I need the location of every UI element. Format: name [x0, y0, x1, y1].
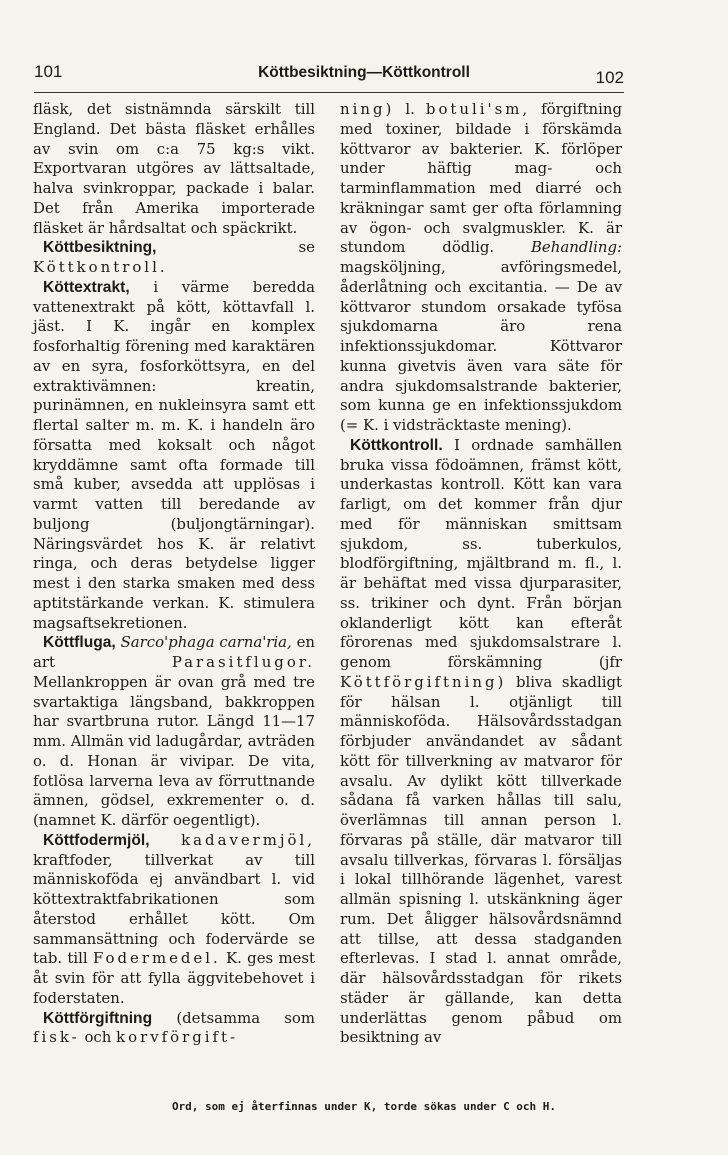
running-title: Köttbesiktning—Köttkontroll — [258, 64, 470, 81]
headword: Köttfluga, — [43, 634, 116, 652]
entry-kottforgiftning-continuation — [340, 100, 622, 436]
entry-text: (detsamma som — [176, 1008, 315, 1027]
headword: Köttextrakt, — [43, 278, 130, 296]
cross-reference: fisk- — [33, 1028, 80, 1047]
cross-reference: Parasitflugor. — [171, 653, 315, 671]
headword: Köttkontroll. — [350, 436, 443, 454]
cross-reference: botuli'sm, — [425, 100, 531, 118]
cross-reference: Köttförgiftning) — [340, 672, 507, 691]
entry-text: och — [84, 1028, 112, 1047]
abbreviation: l. — [405, 100, 415, 118]
header-rule — [34, 92, 624, 93]
entry-body-tail: K. ges mest åt svin för att fylla äggvitebehovet i foderstaten. — [33, 949, 316, 1007]
cross-reference: kadavermjöl, — [181, 830, 315, 849]
headword: Köttfodermjöl, — [43, 831, 150, 849]
see-word: se — [298, 238, 315, 257]
entry-body: bliva skadligt för hälsan l. otjänligt till människoföda. Hälsovårdsstadgan förbjuder användandet av sådant kött för tillverkning av matvaror för avsalu. Av dylikt kött tillverkade sådana få varken hållas till salu, överlämnas till annan person l. förvaras på ställe, där matvaror till avsalu tillverkas, förvaras l. försäljas i lokal tillhörande lägenhet, varest allmän spisning l. utskänkning äger rum. Det åligger hälsovårdsnämnd att tillse, att dessa stadganden efterlevas. I stad l. annat område, där hälsovårdsstadgan för rikets städer är gällande, kan detta underlättas genom påbud om besiktning av — [340, 672, 622, 1047]
page-number-right: 102 — [595, 68, 624, 87]
entry-body: förgiftning med toxiner, bildade i förskämda köttvaror av bakterier. K. förlöper under häftig mag- och tarminflammation med diarré och kräkningar samt ger ofta förlamning av ögon- och svalgmuskler. K. är stundom dödlig. — [340, 100, 623, 257]
latin-name: Sarco'phaga carna'ria, — [120, 633, 292, 652]
cross-reference: Fodermedel. — [93, 949, 221, 968]
cross-reference: korvförgift- — [116, 1028, 239, 1047]
left-column — [33, 100, 315, 1048]
entry-body: kraftfoder, tillverkat av till människoföda ej användbart l. vid köttextraktfabrikationen som återstod erhållet kött. Om sammansättning och fodervärde se tab. till — [33, 850, 315, 968]
cross-reference-tail: ning) — [340, 100, 395, 118]
entry-fläsk-continuation: fläsk, det sistnämnda särskilt till England. Det bästa fläsket erhålles av svin om c:a 75 kg:s vikt. Exportvaran utgöres av lättsaltade, halva svinkroppar, packade i balar. Det från Amerika importerade fläsket är hårdsaltat och späckrikt. — [33, 100, 315, 237]
entry-body: Mellankroppen är ovan grå med tre svartaktiga längsband, bakkroppen har svartbruna rutor. Längd 11—17 mm. Allmän vid ladugårdar, avträden o. d. Honan är vivipar. De vita, fotlösa larverna leva av förruttnande ämnen, gödsel, exkrementer o. d. (namnet K. därför oegentligt). — [33, 672, 315, 829]
subheading-behandling: Behandling: — [530, 238, 622, 257]
entry-body: magsköljning, avföringsmedel, åderlåtning och excitantia. — De av köttvaror stundom orsakade tyfösa sjukdomarna äro rena infektionssjukdomar. Köttvaror kunna givetvis även vara säte för andra sjukdomsalstrande bakterier, som kunna ge en infektionssjukdom (= K. i vidsträcktaste mening). — [340, 258, 622, 434]
entry-kottforgiftning — [33, 1009, 315, 1049]
cross-reference: Köttkontroll. — [33, 258, 168, 276]
entry-body: I ordnade samhällen bruka vissa födoämnen, främst kött, underkastas kontroll. Kött kan vara farligt, om det kommer från djur med för människan smittsam sjukdom, ss. tuberkulos, blodförgiftning, mjältbrand m. fl., l. är behäftat med vissa djurparasiter, ss. trikiner och dynt. Från början oklanderligt kött kan efteråt förorenas med sjukdomsalstrare l. genom förskämning (jfr — [340, 435, 623, 671]
entry-body: i värme beredda vattenextrakt på kött, köttavfall l. jäst. I K. ingår en komplex fosforhaltig förening med karaktären av en syra, fosforköttsyra, en del extraktivämnen: kreatin, purinämnen, en nukleinsyra samt ett flertal salter m. m. K. i handeln äro försatta med koksalt och något kryddämne samt ofta formade till små kuber, avsedda att upplösas i varmt vatten till beredande av buljong (buljongtärningar). Näringsvärdet hos K. är relativt ringa, och deras betydelse ligger mest i den starka smaken med dess aptitstärkande verkan. K. stimulera magsaftsekretionen. — [33, 277, 315, 632]
footer-note: Ord, som ej återfinnas under K, torde sökas under C och H. — [171, 1100, 557, 1113]
entry-kottextrakt — [33, 278, 315, 634]
entry-kottfluga — [33, 633, 315, 831]
headword: Köttförgiftning — [43, 1009, 153, 1027]
page-header — [0, 60, 728, 94]
right-column — [340, 100, 622, 1048]
entry-kottfodermjol — [33, 831, 315, 1009]
entry-kottbesiktning — [33, 238, 315, 278]
entry-text: en art — [33, 633, 315, 671]
headword: Köttbesiktning, — [43, 239, 157, 257]
page-number-left: 101 — [34, 62, 63, 81]
entry-kottkontroll — [340, 436, 622, 1048]
